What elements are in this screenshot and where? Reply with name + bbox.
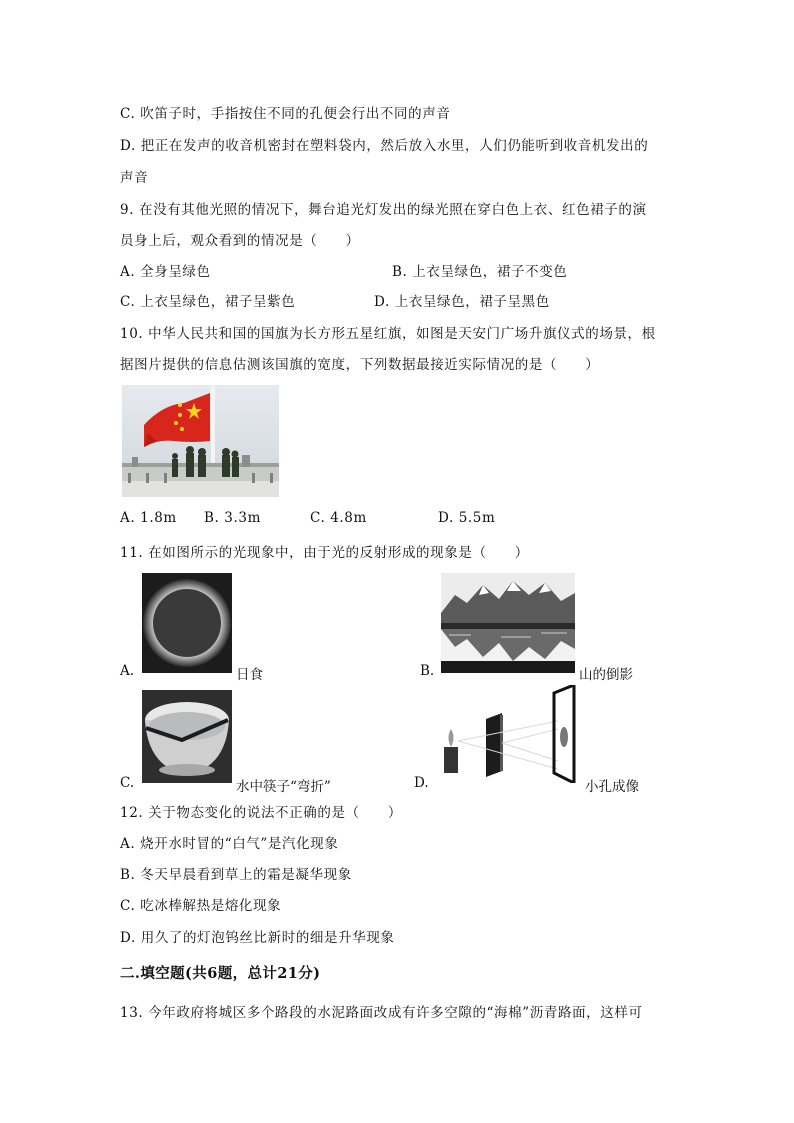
- flag-ceremony-image: [122, 385, 279, 497]
- q9-option-b: B. 上衣呈绿色，裙子不变色: [392, 264, 568, 280]
- q9-stem: 9. 在没有其他光照的情况下，舞台追光灯发出的绿光照在穿白色上衣、红色裙子的演: [120, 202, 647, 218]
- q11-option-a-caption: 日食: [236, 667, 263, 683]
- q10-option-d: D. 5.5m: [438, 510, 496, 526]
- q12-option-b: B. 冬天早晨看到草上的霜是凝华现象: [120, 867, 352, 883]
- q13-stem: 13. 今年政府将城区多个路段的水泥路面改成有许多空隙的“海棉”沥青路面，这样可: [120, 1005, 643, 1021]
- chopstick-in-water-image: [142, 690, 232, 783]
- q10-option-b: B. 3.3m: [204, 510, 261, 526]
- q11-option-b-caption: 山的倒影: [579, 667, 633, 683]
- q11-option-c-letter: C.: [120, 775, 135, 791]
- q10-stem-line2: 据图片提供的信息估测该国旗的宽度，下列数据最接近实际情况的是（ ）: [120, 357, 600, 373]
- mountain-reflection-image: [441, 573, 575, 673]
- section-2-title: 二.填空题(共6题，总计21分): [120, 965, 321, 982]
- q12-stem: 12. 关于物态变化的说法不正确的是（ ）: [120, 805, 402, 821]
- q8-option-d-line1: D. 把正在发声的收音机密封在塑料袋内，然后放入水里，人们仍能听到收音机发出的: [120, 138, 649, 154]
- q8-option-c: C. 吹笛子时，手指按住不同的孔便会行出不同的声音: [120, 106, 451, 122]
- q10-option-a: A. 1.8m: [120, 510, 177, 526]
- q12-option-a: A. 烧开水时冒的“白气”是汽化现象: [120, 836, 339, 852]
- q10-stem: 10. 中华人民共和国的国旗为长方形五星红旗，如图是天安门广场升旗仪式的场景，根: [120, 326, 656, 342]
- q10-option-c: C. 4.8m: [310, 510, 367, 526]
- q11-stem: 11. 在如图所示的光现象中，由于光的反射形成的现象是（ ）: [120, 545, 529, 561]
- pinhole-imaging-image: [436, 685, 580, 783]
- q11-option-c-caption: 水中筷子“弯折”: [236, 779, 331, 795]
- q9-stem-line2: 员身上后，观众看到的情况是（ ）: [120, 233, 360, 249]
- q9-option-a: A. 全身呈绿色: [120, 264, 211, 280]
- q11-option-b-letter: B.: [420, 663, 435, 679]
- q8-option-d-line2: 声音: [120, 170, 149, 186]
- q11-option-d-letter: D.: [414, 775, 429, 791]
- q9-option-d: D. 上衣呈绿色，裙子呈黑色: [374, 294, 550, 310]
- q9-option-c: C. 上衣呈绿色，裙子呈紫色: [120, 294, 296, 310]
- q11-option-d-caption: 小孔成像: [585, 779, 639, 795]
- q11-option-a-letter: A.: [120, 663, 135, 679]
- q12-option-d: D. 用久了的灯泡钨丝比新时的细是升华现象: [120, 930, 395, 946]
- q12-option-c: C. 吃冰棒解热是熔化现象: [120, 898, 282, 914]
- solar-eclipse-image: [142, 573, 232, 673]
